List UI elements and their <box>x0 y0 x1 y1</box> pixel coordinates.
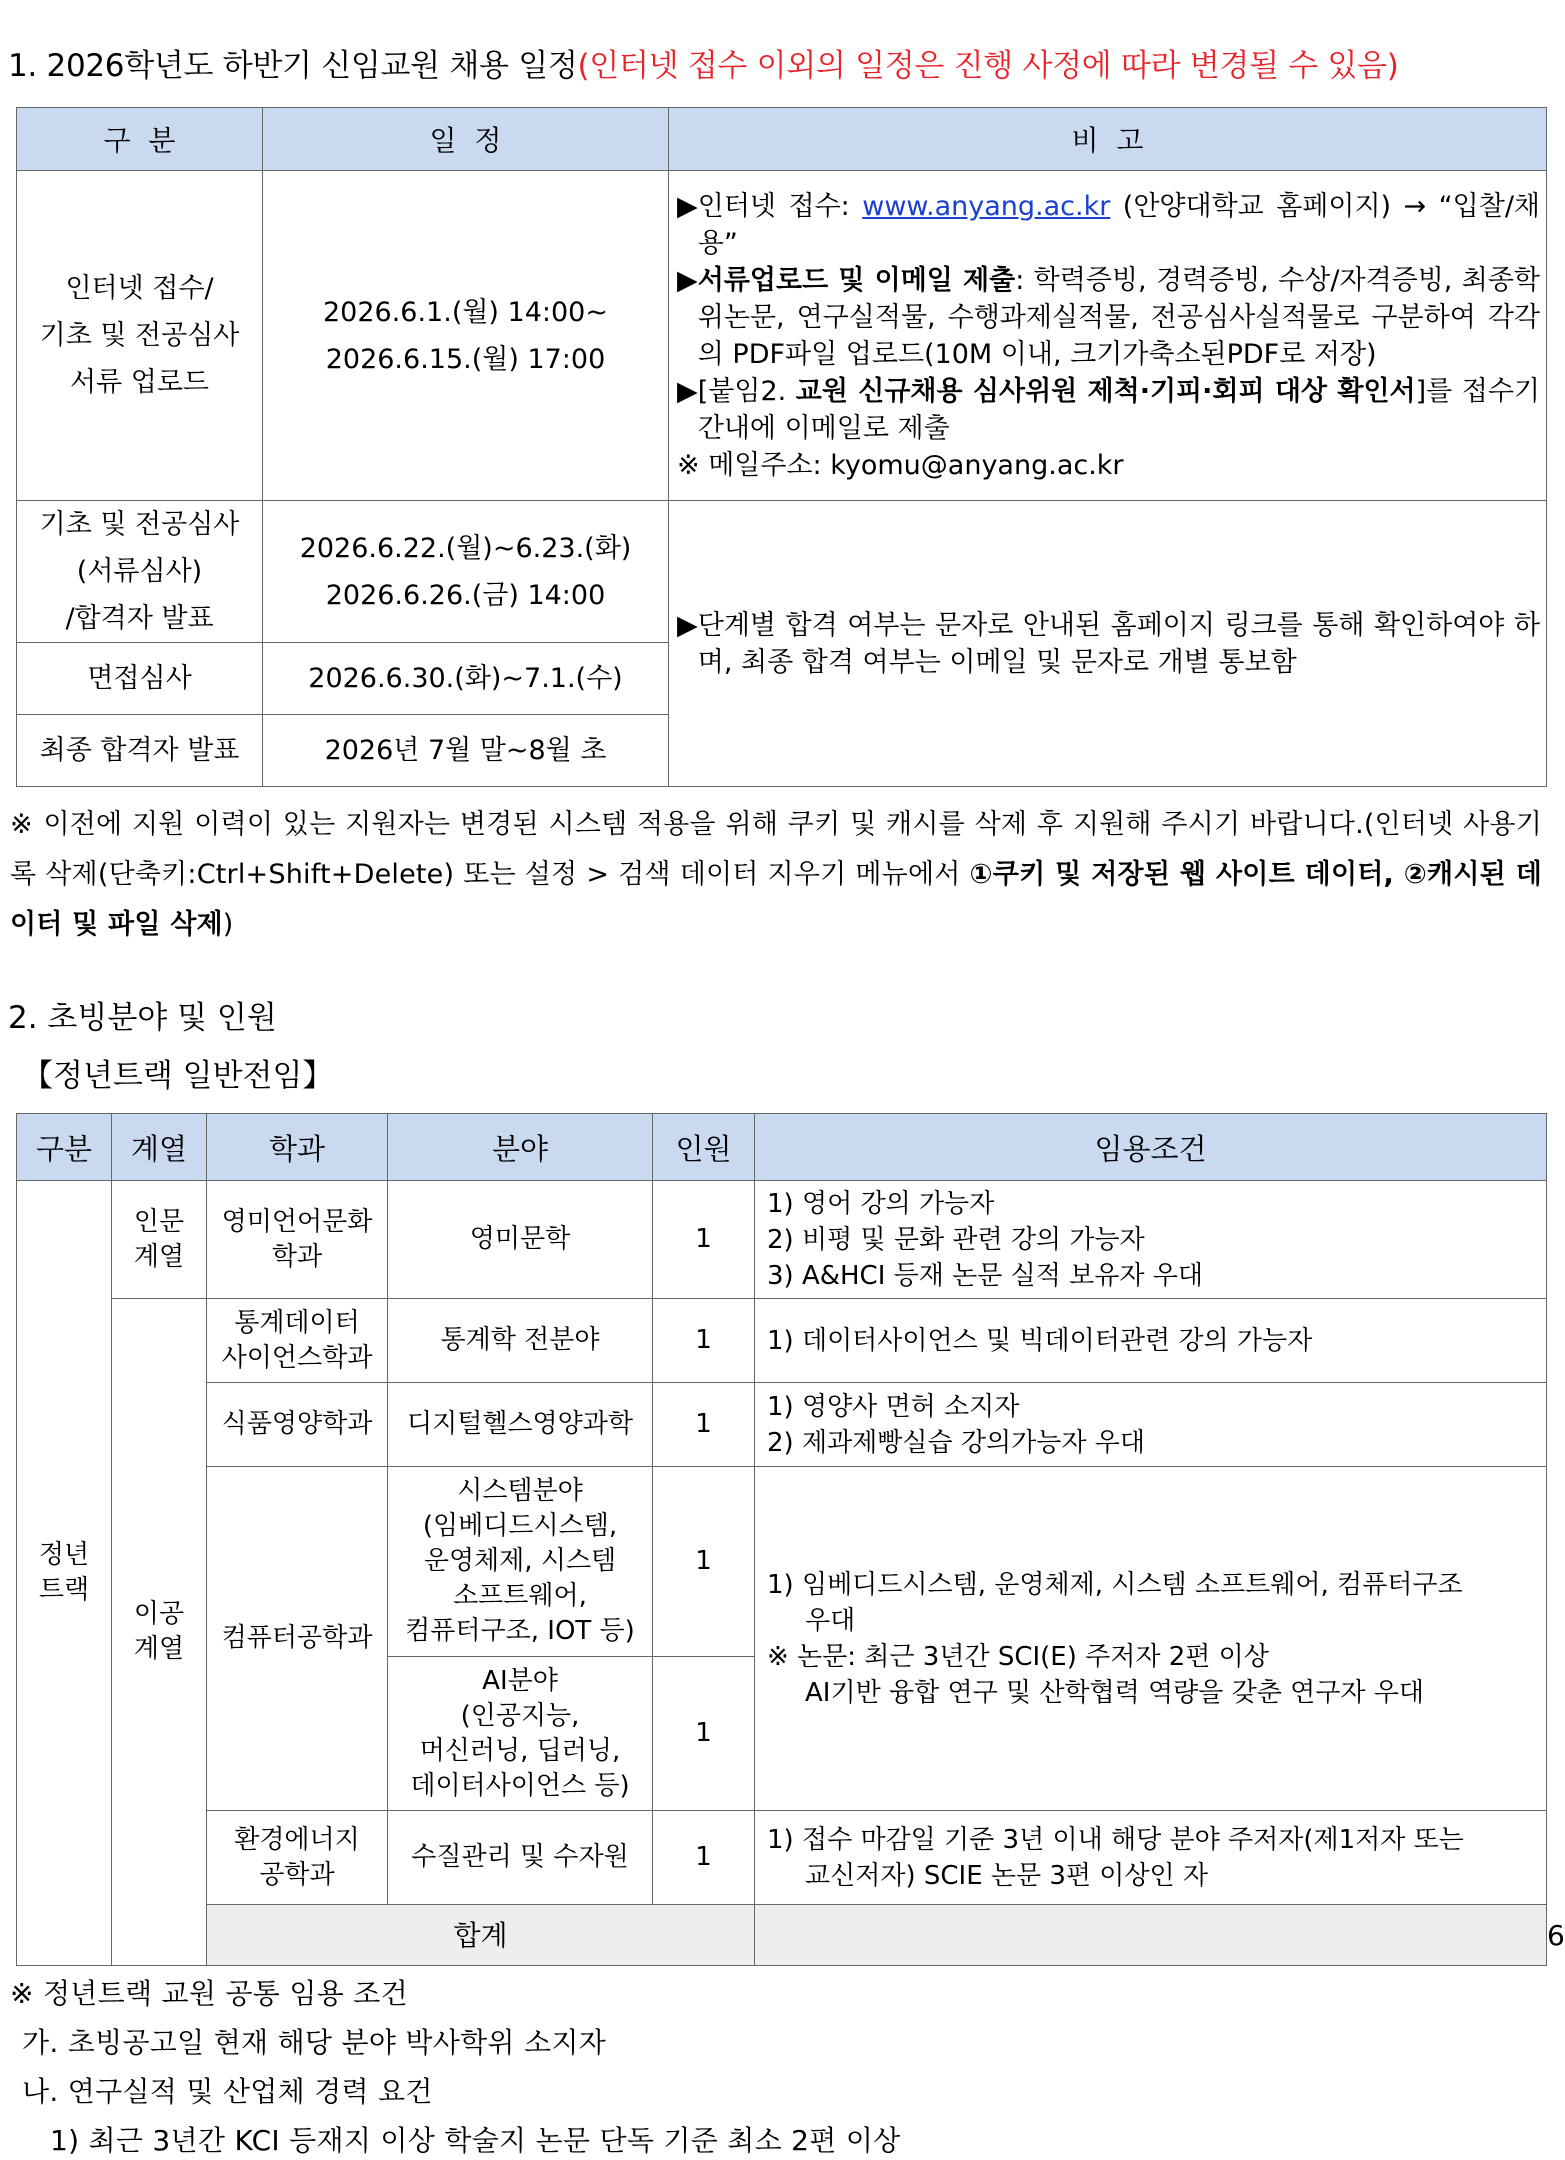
field-line: 데이터사이언스 등) <box>410 1770 630 1801</box>
field-line: 머신러닝, 딥러닝, <box>419 1735 621 1766</box>
count-cell: 1 <box>653 1467 755 1657</box>
department-cell <box>207 1181 388 1299</box>
notice-end: ) <box>222 909 234 940</box>
condition-line: 1) 접수 마감일 기준 3년 이내 해당 분야 주저자(제1저자 또는 <box>767 1824 1464 1855</box>
condition-line: 1) 영양사 면허 소지자 <box>767 1391 1020 1422</box>
conditions-cell <box>755 1467 1547 1811</box>
bullet-text <box>698 188 1540 262</box>
notice-bold: ①쿠키 및 저장된 웹 사이트 데이터, ②캐시된 데이터 및 파일 삭제 <box>10 859 1542 940</box>
condition-line: 1) 임베디드시스템, 운영체제, 시스템 소프트웨어, 컴퓨터구조 <box>767 1569 1463 1600</box>
category-line: 기초 및 전공심사 <box>39 509 240 540</box>
conditions-cell <box>755 1811 1547 1905</box>
field-cell: 통계학 전분야 <box>388 1299 653 1383</box>
position-row-english <box>17 1181 1547 1299</box>
bullet-mark: ▶ <box>677 264 698 296</box>
schedule-date: 2026.6.30.(화)~7.1.(수) <box>263 643 669 715</box>
note-bullet <box>677 262 1540 373</box>
condition-line: 2) 제과제빵실습 강의가능자 우대 <box>767 1427 1145 1458</box>
section1-title <box>8 40 1399 85</box>
field-cell <box>388 1657 653 1811</box>
bullet-mark: ▶ <box>677 609 698 641</box>
dept-line: 학과 <box>271 1241 323 1272</box>
field-cell: 영미문학 <box>388 1181 653 1299</box>
position-row-environment <box>17 1811 1547 1905</box>
conditions-cell <box>755 1181 1547 1299</box>
group-cell <box>112 1181 207 1299</box>
field-line: 시스템분야 <box>457 1476 583 1506</box>
date-line: 2026.6.15.(월) 17:00 <box>325 343 606 375</box>
condition-line: 1) 영어 강의 가능자 <box>767 1188 995 1219</box>
category-line: 기초 및 전공심사 <box>39 320 240 351</box>
condition-line: 교신저자) SCIE 논문 3편 이상인 자 <box>805 1860 1209 1891</box>
dept-line: 사이언스학과 <box>221 1342 373 1373</box>
condition-line: 1) 데이터사이언스 및 빅데이터관련 강의 가능자 <box>767 1325 1313 1356</box>
schedule-header-date: 일 정 <box>263 108 669 171</box>
group-line: 계열 <box>133 1241 185 1272</box>
schedule-table <box>16 107 1547 787</box>
track-cell <box>17 1181 112 1966</box>
schedule-row-review <box>17 501 1547 643</box>
header-group: 계열 <box>112 1114 207 1181</box>
group-line: 인문 <box>133 1206 185 1237</box>
date-line: 2026.6.1.(월) 14:00~ <box>323 296 608 328</box>
department-cell <box>207 1811 388 1905</box>
section1-title-text: 1. 2026학년도 하반기 신임교원 채용 일정 <box>8 48 578 84</box>
count-cell: 1 <box>653 1299 755 1383</box>
section2-title: 2. 초빙분야 및 인원 <box>8 1000 277 1036</box>
category-line: 서류 업로드 <box>70 367 209 398</box>
bullet-post: ]를 접수기간내에 이메일로 제출 <box>697 375 1541 444</box>
schedule-note-application <box>669 171 1547 501</box>
schedule-header-row <box>17 108 1547 171</box>
schedule-header-category: 구 분 <box>17 108 263 171</box>
notice-text: ※ 이전에 지원 이력이 있는 지원자는 변경된 시스템 적용을 위해 쿠키 및 캐시를 삭제 후 지원해 주시기 바랍니다.(인터넷 사용기록 삭제(단축키:Ctrl+Shift+Delete) 또는 설정 > 검색 데이터 지우기 메뉴에서 <box>10 809 1542 890</box>
bullet-pre: [붙임2. <box>697 375 796 407</box>
condition-line: 3) A&HCI 등재 논문 실적 보유자 우대 <box>767 1260 1203 1291</box>
header-conditions: 임용조건 <box>755 1114 1547 1181</box>
position-row-nutrition <box>17 1383 1547 1467</box>
schedule-category <box>17 501 263 643</box>
bullet-text <box>698 262 1540 373</box>
bullet-mark: ※ <box>677 449 700 481</box>
field-line: 소프트웨어, <box>453 1581 587 1611</box>
condition-line: 2) 비평 및 문화 관련 강의 가능자 <box>767 1224 1145 1255</box>
schedule-category <box>17 171 263 501</box>
positions-table <box>16 1113 1565 1966</box>
dept-line: 통계데이터 <box>234 1307 360 1338</box>
field-line: AI분야 <box>482 1665 558 1696</box>
count-cell: 1 <box>653 1181 755 1299</box>
field-line: 운영체제, 시스템 <box>423 1546 617 1576</box>
condition-line: AI기반 융합 연구 및 산학협력 역량을 갖춘 연구자 우대 <box>805 1677 1425 1708</box>
group-cell <box>112 1299 207 1966</box>
schedule-date <box>263 171 669 501</box>
group-line: 계열 <box>133 1634 185 1664</box>
section2-subtitle: 【정년트랙 일반전임】 <box>22 1058 334 1094</box>
schedule-date: 2026년 7월 말~8월 초 <box>263 715 669 787</box>
dept-line: 공학과 <box>259 1859 335 1890</box>
bullet-text: 단계별 합격 여부는 문자로 안내된 홈페이지 링크를 통해 확인하여야 하며, 최종 합격 여부는 이메일 및 문자로 개별 통보함 <box>697 609 1540 678</box>
position-row-systems <box>17 1467 1547 1657</box>
bullet-body: : 학력증빙, 경력증빙, 수상/자격증빙, 최종학위논문, 연구실적물, 수행과제실적물, 전공심사실적물로 구분하여 각각의 PDF파일 업로드(10M 이내, 크기가축소된PDF로 저장) <box>697 264 1540 370</box>
schedule-note-results <box>669 501 1547 787</box>
category-line: 인터넷 접수/ <box>65 273 214 304</box>
date-line: 2026.6.22.(월)~6.23.(화) <box>299 532 632 564</box>
header-count: 인원 <box>653 1114 755 1181</box>
dept-line: 환경에너지 <box>234 1824 360 1855</box>
footer-item: 가. 초빙공고일 현재 해당 분야 박사학위 소지자 <box>22 2026 607 2059</box>
condition-line: ※ 논문: 최근 3년간 SCI(E) 주저자 2편 이상 <box>767 1641 1269 1672</box>
bullet-mark: ▶ <box>677 190 698 222</box>
schedule-category: 면접심사 <box>17 643 263 715</box>
department-cell <box>207 1299 388 1383</box>
header-department: 학과 <box>207 1114 388 1181</box>
count-cell: 1 <box>653 1811 755 1905</box>
footer-item: 나. 연구실적 및 산업체 경력 요건 <box>22 2075 433 2108</box>
bullet-mark: ▶ <box>677 375 698 407</box>
bullet-bold: 교원 신규채용 심사위원 제척·기피·회피 대상 확인서 <box>795 375 1416 407</box>
group-line: 이공 <box>133 1599 185 1629</box>
category-line: (서류심사) <box>76 556 203 587</box>
track-line: 정년 <box>38 1540 90 1570</box>
positions-total-row: 합계 6 <box>17 1905 1547 1966</box>
position-row-statistics <box>17 1299 1547 1383</box>
schedule-date <box>263 501 669 643</box>
count-cell: 1 <box>653 1657 755 1811</box>
field-line: (임베디드시스템, <box>422 1511 618 1541</box>
total-label: 합계 <box>207 1905 755 1966</box>
positions-header-row <box>17 1114 1547 1181</box>
section1-title-note: (인터넷 접수 이외의 일정은 진행 사정에 따라 변경될 수 있음) <box>577 48 1399 84</box>
total-empty <box>755 1905 1547 1966</box>
cookie-notice <box>10 800 1542 950</box>
track-line: 트랙 <box>38 1575 90 1605</box>
category-line: /합격자 발표 <box>65 603 214 634</box>
dept-line: 영미언어문화 <box>221 1206 373 1237</box>
field-cell: 디지털헬스영양과학 <box>388 1383 653 1467</box>
footer-note: ※ 정년트랙 교원 공통 임용 조건 <box>10 1977 408 2010</box>
bullet-pre: 인터넷 접수: <box>697 190 863 222</box>
schedule-category: 최종 합격자 발표 <box>17 715 263 787</box>
note-bullet <box>677 607 1540 681</box>
note-bullet <box>677 373 1540 447</box>
field-cell: 수질관리 및 수자원 <box>388 1811 653 1905</box>
field-line: 컴퓨터구조, IOT 등) <box>405 1616 635 1646</box>
bullet-text: 메일주소: kyomu@anyang.ac.kr <box>699 449 1124 481</box>
condition-line: 우대 <box>805 1605 856 1636</box>
department-cell: 컴퓨터공학과 <box>207 1467 388 1811</box>
note-bullet <box>677 447 1540 484</box>
note-bullet <box>677 188 1540 262</box>
homepage-link[interactable]: www.anyang.ac.kr <box>862 190 1111 222</box>
date-line: 2026.6.26.(금) 14:00 <box>325 579 606 611</box>
schedule-header-note: 비 고 <box>669 108 1547 171</box>
bullet-post: (안양대학교 홈페이지) → “입찰/채용” <box>697 190 1540 259</box>
field-cell <box>388 1467 653 1657</box>
bullet-text <box>698 373 1540 447</box>
bullet-bold: 서류업로드 및 이메일 제출 <box>697 264 1016 296</box>
footer-subitem: 1) 최근 3년간 KCI 등재지 이상 학술지 논문 단독 기준 최소 2편 이상 <box>50 2124 901 2157</box>
department-cell: 식품영양학과 <box>207 1383 388 1467</box>
schedule-row-application <box>17 171 1547 501</box>
count-cell: 1 <box>653 1383 755 1467</box>
field-line: (인공지능, <box>460 1700 580 1731</box>
conditions-cell <box>755 1383 1547 1467</box>
header-field: 분야 <box>388 1114 653 1181</box>
conditions-cell <box>755 1299 1547 1383</box>
header-division: 구분 <box>17 1114 112 1181</box>
